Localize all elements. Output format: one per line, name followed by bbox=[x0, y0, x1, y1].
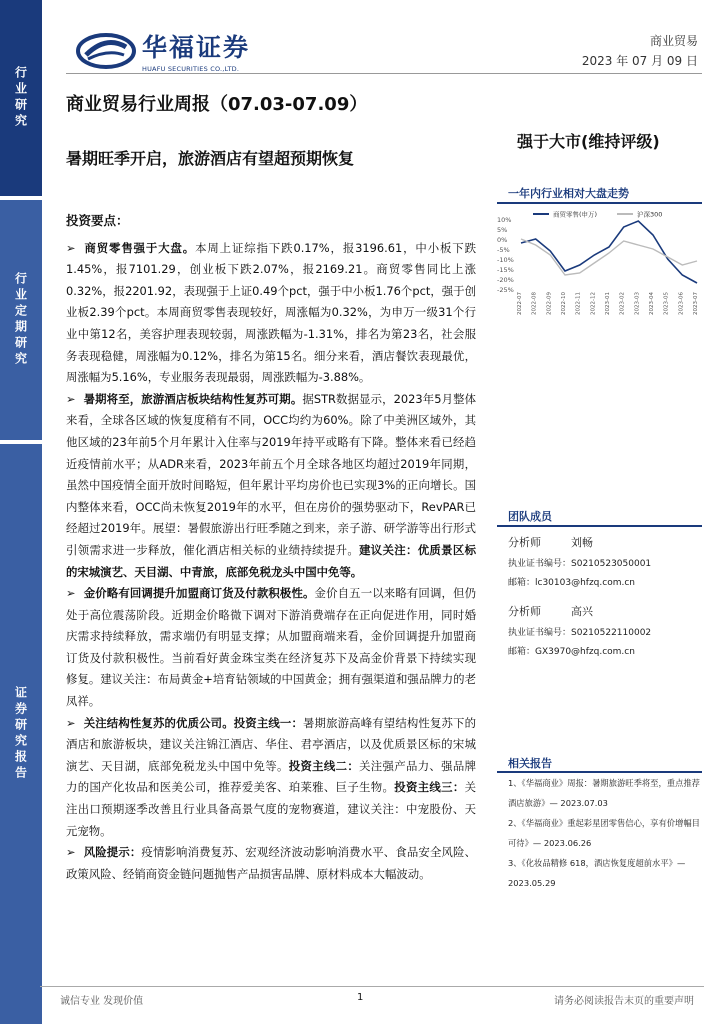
x-tick-label: 2023-04 bbox=[649, 292, 655, 315]
paragraph-lead: 金价略有回调提升加盟商订货及付款积极性。 bbox=[83, 586, 315, 601]
paragraph-emphasis: 投资主线二： bbox=[288, 758, 360, 773]
report-subtitle: 暑期旺季开启，旅游酒店有望超预期恢复 bbox=[66, 149, 355, 168]
header-date: 2023 年 07 月 09 日 bbox=[581, 54, 698, 68]
investment-highlights bbox=[66, 210, 476, 885]
analyst-role: 分析师 bbox=[508, 605, 541, 618]
report-title: 商业贸易行业周报（07.03-07.09） bbox=[66, 94, 368, 115]
related-title: 相关报告 bbox=[508, 757, 552, 770]
arrow-icon: ➢ bbox=[66, 586, 76, 601]
chart-title-divider bbox=[497, 202, 702, 204]
paragraph-text: 关注出口预期逐季改善且行业具备高景气度的宠物赛道，建议关注：中宠股份、天元宠物。 bbox=[66, 780, 476, 838]
side-tab-report bbox=[0, 444, 42, 1024]
y-tick-label: -10% bbox=[497, 256, 514, 264]
x-tick-label: 2022-10 bbox=[561, 292, 567, 315]
y-tick-label: -15% bbox=[497, 266, 514, 274]
footer-divider bbox=[40, 986, 704, 987]
rating: 强于大市(维持评级) bbox=[517, 132, 660, 151]
analyst-role: 分析师 bbox=[508, 536, 541, 549]
side-tab-label: 证券研究报告 bbox=[13, 686, 28, 782]
logo-name-en: HUAFU SECURITIES CO.,LTD. bbox=[142, 65, 240, 73]
legend-label: 商贸零售(申万) bbox=[553, 210, 598, 219]
paragraph-lead: 商贸零售强于大盘。 bbox=[83, 240, 196, 255]
paragraph-emphasis: 投资主线三： bbox=[394, 780, 465, 795]
x-tick-label: 2023-01 bbox=[605, 292, 611, 315]
logo-name-cn: 华福证券 bbox=[142, 33, 251, 62]
team-title: 团队成员 bbox=[508, 510, 552, 523]
analyst-name: 高兴 bbox=[571, 605, 593, 618]
paragraph-text: 据STR数据显示，2023年5月整体来看，全球各区域的恢复度稍有不同，OCC均约为60%。除了中美洲区域外，其他区域的23年前5个月年累计入住率与2019年持平或略有下降。整体来看已经趋近疫情前水平；从ADR来看，2023年前五个月全球各地区均超过2019年同期，虽然中国疫情全面开放时间略短，但年累计平均房价也已实现3%的正向增长。国内整体来看，OCC尚未恢复2019年的水平，但在房价的强势驱动下，RevPAR已经超过2019年。展望：暑假旅游出行旺季随之到来，亲子游、研学游等出行形式引领需求进一步释放，催化酒店相关标的业绩持续提升。 bbox=[66, 391, 476, 557]
paragraph-text: 疫情影响消费复苏、宏观经济波动影响消费水平、食品安全风险、政策风险、经销商资金链问题抛售产品损害品牌、原材料成本大幅波动。 bbox=[66, 845, 476, 881]
arrow-icon: ➢ bbox=[66, 391, 76, 406]
analyst-name: 刘畅 bbox=[571, 536, 593, 549]
arrow-icon: ➢ bbox=[66, 240, 76, 255]
x-tick-label: 2022-08 bbox=[531, 292, 538, 315]
legend-label: 沪深300 bbox=[637, 210, 663, 219]
analyst-email[interactable]: 邮箱：lc30103@hfzq.com.cn bbox=[508, 578, 635, 588]
analyst-card bbox=[508, 534, 708, 594]
highlight-paragraph bbox=[66, 713, 476, 843]
y-tick-label: -5% bbox=[497, 246, 510, 254]
section-heading: 投资要点： bbox=[66, 213, 129, 228]
series-line-csi300 bbox=[521, 239, 697, 275]
x-tick-label: 2022-11 bbox=[575, 292, 582, 315]
header-category: 商业贸易 bbox=[649, 34, 698, 48]
paragraph-emphasis: 建议关注：优质景区标的宋城演艺、天目湖、中青旅，底部免税龙头中国中免等。 bbox=[66, 542, 476, 579]
y-tick-label: -20% bbox=[497, 276, 514, 284]
series-line-retail bbox=[521, 221, 697, 283]
paragraph-text: 关注强产品力、强品牌力的国产化妆品和医美公司，推荐爱美客、珀莱雅、巨子生物。 bbox=[66, 758, 476, 795]
highlight-paragraph bbox=[66, 583, 476, 713]
paragraph-lead: 关注结构性复苏的优质公司。投资主线一： bbox=[83, 715, 303, 730]
logo-icon bbox=[76, 33, 136, 69]
y-tick-label: 0% bbox=[497, 236, 508, 244]
x-tick-label: 2022-07 bbox=[517, 292, 523, 315]
analyst-license: 执业证书编号：S0210523050001 bbox=[508, 559, 652, 569]
arrow-icon: ➢ bbox=[66, 845, 76, 860]
chart-box bbox=[497, 207, 704, 324]
related-reports bbox=[508, 773, 703, 893]
x-tick-label: 2023-03 bbox=[634, 292, 641, 315]
x-tick-label: 2023-07 bbox=[693, 292, 699, 315]
related-report-link[interactable]: 3、《化妆品精修 618，酒店恢复度超前水平》— 2023.05.29 bbox=[508, 858, 686, 888]
side-tab-label: 行业研究 bbox=[13, 66, 28, 130]
side-tab-industry bbox=[0, 0, 42, 196]
analyst-card bbox=[508, 603, 708, 663]
paragraph-text: 金价自五一以来略有回调，但仍处于高位震荡阶段。近期金价略微下调对下游消费端存在正向促进作用，同时婚庆需求持续释放，需求端仍有明显支撑；从加盟商端来看，金价回调提升加盟商订货及付款积极性。当前看好黄金珠宝类在经济复苏下及高金价背景下持续实现修复。建议关注：布局黄金+培育钻领域的中国黄金；拥有强渠道和强品牌力的老凤祥。 bbox=[66, 586, 476, 709]
footer-slogan: 诚信专业 发现价值 bbox=[60, 996, 144, 1007]
header-divider bbox=[66, 73, 702, 74]
analyst-email[interactable]: 邮箱：GX3970@hfzq.com.cn bbox=[508, 647, 635, 657]
team-title-divider bbox=[497, 525, 702, 527]
y-tick-label: -25% bbox=[497, 286, 514, 294]
x-tick-label: 2022-09 bbox=[546, 292, 553, 315]
related-report-link[interactable]: 2、《华福商业》重起彩星团零售信心，享有价增幅目可待》— 2023.06.26 bbox=[508, 818, 700, 848]
highlight-paragraph bbox=[66, 389, 476, 583]
side-tab-label: 行业定期研究 bbox=[13, 272, 28, 368]
paragraph-lead: 风险提示： bbox=[83, 845, 142, 860]
relative-performance-chart bbox=[497, 207, 704, 324]
related-report-link[interactable]: 1、《华福商业》周报：暑期旅游旺季将至，重点推荐酒店旅游》— 2023.07.03 bbox=[508, 778, 700, 808]
footer-disclaimer: 请务必阅读报告末页的重要声明 bbox=[554, 996, 694, 1007]
company-logo bbox=[76, 28, 250, 73]
x-tick-label: 2023-05 bbox=[663, 292, 670, 315]
y-tick-label: 10% bbox=[497, 216, 512, 224]
x-tick-label: 2023-06 bbox=[678, 292, 685, 315]
page-number: 1 bbox=[357, 992, 364, 1003]
x-tick-label: 2022-12 bbox=[590, 292, 597, 315]
analyst-license: 执业证书编号：S0210522110002 bbox=[508, 628, 652, 638]
paragraph-lead: 暑期将至，旅游酒店板块结构性复苏可期。 bbox=[83, 391, 303, 406]
paragraph-text: 本周上证综指下跌0.17%，报3196.61，中小板下跌1.45%，报7101.29，创业板下跌2.07%，报2169.21。商贸零售同比上涨0.32%，报2201.92，表现强于上证0.49个pct，强于中小板1.76个pct，强于创业板2.39个pct。本周商贸零售表现较好，周涨幅为0.32%，为申万一级31个行业中第12名，美容护理表现较弱，周涨跌幅为-1.31%，排名为第23名，社会服务表现稳健，周涨幅为0.12%，排名为第15名。细分来看，酒店餐饮表现最优，周涨幅为5.16%，专业服务表现最弱，周涨跌幅为-3.88%。 bbox=[66, 240, 476, 385]
arrow-icon: ➢ bbox=[66, 715, 76, 730]
paragraph-text: 暑期旅游高峰有望结构性复苏下的酒店和旅游板块，建议关注锦江酒店、华住、君亭酒店，以及优质景区标的宋城演艺、天目湖，底部免税龙头中国中免等。 bbox=[66, 715, 476, 773]
x-tick-label: 2023-02 bbox=[619, 292, 626, 315]
highlight-paragraph bbox=[66, 842, 476, 885]
chart-title: 一年内行业相对大盘走势 bbox=[508, 187, 629, 200]
side-tab-periodic bbox=[0, 200, 42, 440]
highlight-paragraph bbox=[66, 238, 476, 389]
y-tick-label: 5% bbox=[497, 226, 508, 234]
